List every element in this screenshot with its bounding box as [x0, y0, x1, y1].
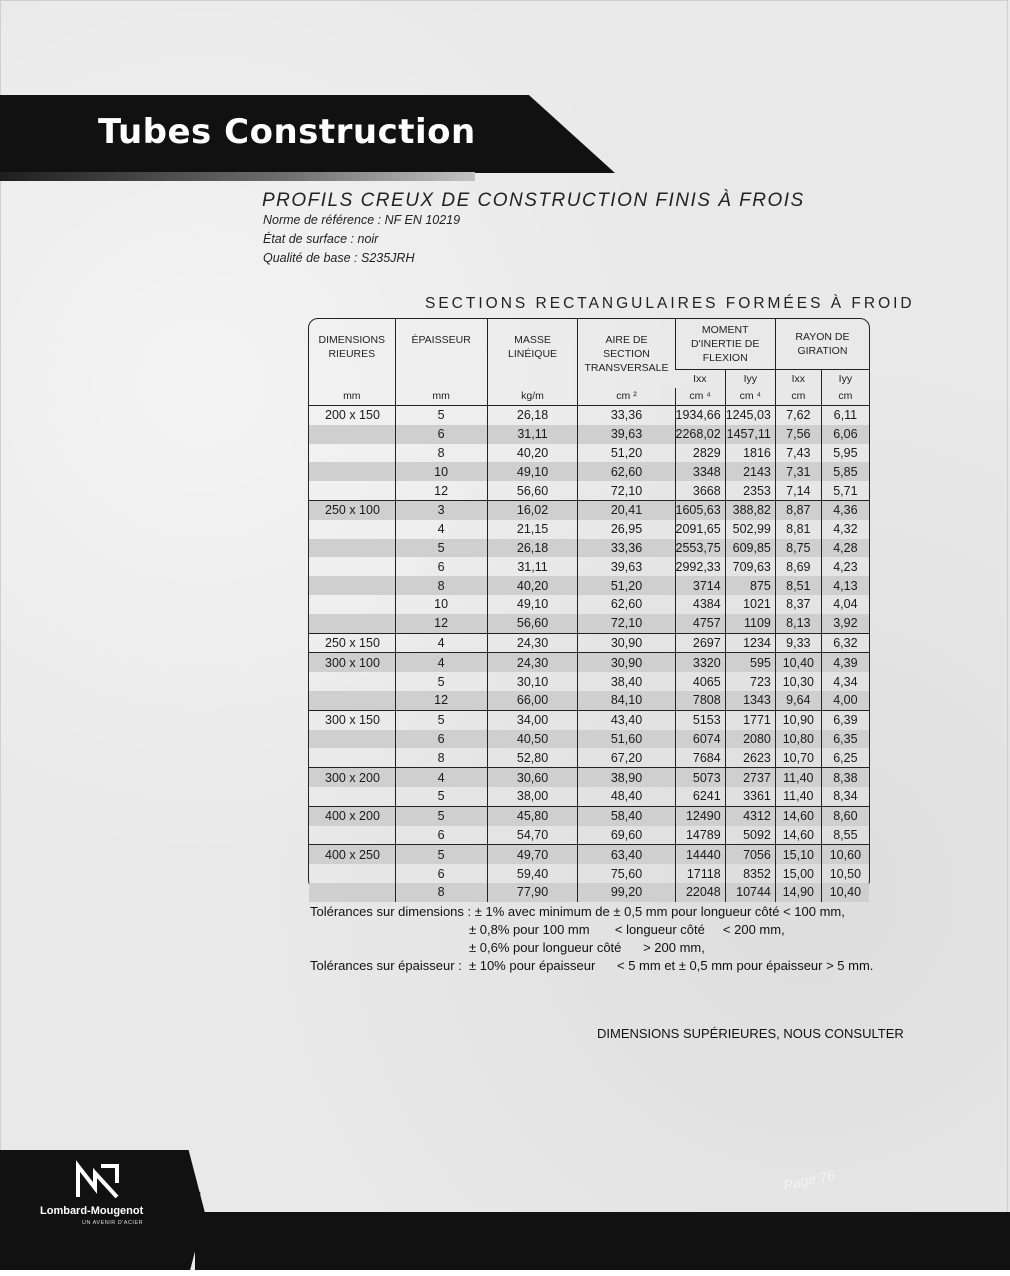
cell: 300 x 200: [309, 768, 395, 787]
cell: [309, 748, 395, 767]
cell: 5: [395, 539, 487, 558]
cell: 62,60: [578, 595, 675, 614]
cell: [309, 864, 395, 883]
table-row: [309, 748, 869, 767]
cell: 5092: [725, 826, 775, 845]
section-subtitle: PROFILS CREUX DE CONSTRUCTION FINIS À FROIS: [262, 190, 805, 211]
cell: [309, 539, 395, 558]
cell: 40,50: [487, 730, 578, 749]
page-number: 76: [176, 1186, 201, 1211]
header-iyy-moment: Iyy: [725, 370, 775, 388]
cell: 3,92: [821, 614, 869, 633]
table-row: [309, 425, 869, 444]
cell: 8,13: [775, 614, 821, 633]
table-row: [309, 481, 869, 500]
cell: 8,34: [821, 787, 869, 806]
cell: 14,60: [775, 806, 821, 825]
table-row: [309, 539, 869, 558]
cell: 10,50: [821, 864, 869, 883]
cell: 6074: [675, 730, 725, 749]
cell: 6: [395, 864, 487, 883]
cell: 11,40: [775, 787, 821, 806]
cell: [309, 826, 395, 845]
cell: 5: [395, 672, 487, 691]
page-title: Tubes Construction: [98, 112, 476, 152]
cell: 300 x 100: [309, 653, 395, 672]
cell: 4384: [675, 595, 725, 614]
brand-tagline: UN AVENIR D'ACIER: [82, 1220, 144, 1226]
cell: 8,55: [821, 826, 869, 845]
sections-table: [308, 318, 870, 900]
cell: 8: [395, 883, 487, 902]
cell: 6241: [675, 787, 725, 806]
cell: [309, 595, 395, 614]
table-row: [309, 730, 869, 749]
cell: 8352: [725, 864, 775, 883]
cell: 26,18: [487, 539, 578, 558]
cell: 502,99: [725, 520, 775, 539]
cell: 2829: [675, 444, 725, 463]
unit-iyy-rayon: cm: [821, 388, 869, 406]
cell: [309, 883, 395, 902]
cell: 6: [395, 557, 487, 576]
table-row: [309, 826, 869, 845]
cell: 56,60: [487, 614, 578, 633]
cell: 5: [395, 806, 487, 825]
tolerance-line-3: ± 0,6% pour longueur côté > 200 mm,: [469, 940, 705, 955]
cell: 20,41: [578, 500, 675, 519]
cell: 38,40: [578, 672, 675, 691]
cell: 22048: [675, 883, 725, 902]
cell: [309, 425, 395, 444]
cell: 26,18: [487, 406, 578, 425]
table-row: [309, 653, 869, 672]
cell: 1605,63: [675, 500, 725, 519]
cell: 12: [395, 614, 487, 633]
cell: 4,04: [821, 595, 869, 614]
cell: 388,82: [725, 500, 775, 519]
table-row: [309, 883, 869, 902]
cell: 250 x 150: [309, 633, 395, 653]
cell: 8: [395, 748, 487, 767]
cell: 4,13: [821, 576, 869, 595]
cell: 15,10: [775, 845, 821, 864]
cell: 12: [395, 691, 487, 710]
cell: 33,36: [578, 406, 675, 425]
table-row: [309, 672, 869, 691]
cell: 51,20: [578, 444, 675, 463]
cell: 6: [395, 425, 487, 444]
cell: 30,90: [578, 633, 675, 653]
cell: 66,00: [487, 691, 578, 710]
cell: 5: [395, 845, 487, 864]
cell: 1343: [725, 691, 775, 710]
cell: 58,40: [578, 806, 675, 825]
cell: 34,00: [487, 710, 578, 729]
meta-qualite: Qualité de base : S235JRH: [263, 251, 415, 265]
cell: 49,70: [487, 845, 578, 864]
cell: 4,28: [821, 539, 869, 558]
cell: 63,40: [578, 845, 675, 864]
brand-name: Lombard-Mougenot: [40, 1205, 144, 1217]
cell: 7,56: [775, 425, 821, 444]
cell: 49,10: [487, 595, 578, 614]
cell: [309, 787, 395, 806]
cell: 5,85: [821, 462, 869, 481]
cell: 10,60: [821, 845, 869, 864]
cell: 77,90: [487, 883, 578, 902]
cell: 8,75: [775, 539, 821, 558]
cell: 14440: [675, 845, 725, 864]
cell: 4,00: [821, 691, 869, 710]
tolerance-line-2: ± 0,8% pour 100 mm < longueur côté < 200 mm,: [469, 922, 785, 937]
cell: 10,90: [775, 710, 821, 729]
table-row: [309, 614, 869, 633]
cell: [309, 481, 395, 500]
cell: 8,60: [821, 806, 869, 825]
cell: 7684: [675, 748, 725, 767]
cell: 3: [395, 500, 487, 519]
cell: 4,39: [821, 653, 869, 672]
cell: 45,80: [487, 806, 578, 825]
cell: 38,90: [578, 768, 675, 787]
unit-epaisseur: mm: [395, 388, 487, 406]
cell: 2080: [725, 730, 775, 749]
table-row: [309, 845, 869, 864]
cell: 49,10: [487, 462, 578, 481]
cell: 4,36: [821, 500, 869, 519]
cell: 11,40: [775, 768, 821, 787]
cell: 4,34: [821, 672, 869, 691]
cell: 9,33: [775, 633, 821, 653]
header-dimensions: DIMENSIONS RIEURES: [318, 334, 386, 360]
cell: 5: [395, 710, 487, 729]
cell: 6,39: [821, 710, 869, 729]
cell: 6: [395, 730, 487, 749]
cell: 10,40: [775, 653, 821, 672]
cell: 17118: [675, 864, 725, 883]
header-aire: AIRE DE SECTION TRANSVERSALE: [578, 319, 675, 388]
cell: 609,85: [725, 539, 775, 558]
unit-ixx-rayon: cm: [775, 388, 821, 406]
cell: 21,15: [487, 520, 578, 539]
cell: 10,40: [821, 883, 869, 902]
unit-dimensions: mm: [343, 390, 361, 403]
cell: 709,63: [725, 557, 775, 576]
unit-masse: kg/m: [487, 388, 578, 406]
cell: 24,30: [487, 653, 578, 672]
header-masse: MASSE LINÉIQUE: [487, 319, 578, 388]
table-row: [309, 633, 869, 653]
cell: 31,11: [487, 557, 578, 576]
table-row: [309, 500, 869, 519]
cell: 4,23: [821, 557, 869, 576]
cell: 8,87: [775, 500, 821, 519]
cell: 3320: [675, 653, 725, 672]
cell: 723: [725, 672, 775, 691]
cell: 8,51: [775, 576, 821, 595]
cell: [309, 672, 395, 691]
header-rayon: RAYON DE GIRATION: [775, 319, 869, 370]
cell: 3714: [675, 576, 725, 595]
cell: 5,95: [821, 444, 869, 463]
table-row: [309, 768, 869, 787]
cell: [309, 444, 395, 463]
table-body: [309, 406, 869, 902]
cell: 8,69: [775, 557, 821, 576]
cell: 2623: [725, 748, 775, 767]
cell: 1457,11: [725, 425, 775, 444]
cell: 39,63: [578, 557, 675, 576]
header-ixx-moment: Ixx: [675, 370, 725, 388]
cell: 1234: [725, 633, 775, 653]
cell: 3668: [675, 481, 725, 500]
cell: 2553,75: [675, 539, 725, 558]
cell: 2268,02: [675, 425, 725, 444]
unit-aire: cm ²: [578, 388, 675, 406]
header-ixx-rayon: Ixx: [775, 370, 821, 388]
cell: 5: [395, 406, 487, 425]
table-title: SECTIONS RECTANGULAIRES FORMÉES À FROID: [425, 295, 915, 312]
cell: 38,00: [487, 787, 578, 806]
brand-logo-icon: [75, 1163, 121, 1199]
cell: 39,63: [578, 425, 675, 444]
cell: 1109: [725, 614, 775, 633]
cell: 10: [395, 595, 487, 614]
cell: 8: [395, 576, 487, 595]
meta-surface: État de surface : noir: [263, 232, 379, 246]
cell: 43,40: [578, 710, 675, 729]
cell: 4: [395, 653, 487, 672]
cell: 2091,65: [675, 520, 725, 539]
cell: 6,32: [821, 633, 869, 653]
cell: 72,10: [578, 481, 675, 500]
table-row: [309, 557, 869, 576]
header-moment: MOMENT D'INERTIE DE FLEXION: [675, 319, 775, 370]
cell: 10,80: [775, 730, 821, 749]
cell: 14,90: [775, 883, 821, 902]
table-row: [309, 406, 869, 425]
cell: 7056: [725, 845, 775, 864]
cell: 52,80: [487, 748, 578, 767]
cell: [309, 557, 395, 576]
cell: 16,02: [487, 500, 578, 519]
cell: 875: [725, 576, 775, 595]
cell: 5153: [675, 710, 725, 729]
cell: 84,10: [578, 691, 675, 710]
cell: 9,64: [775, 691, 821, 710]
cell: 400 x 250: [309, 845, 395, 864]
cell: 14,60: [775, 826, 821, 845]
cell: 4065: [675, 672, 725, 691]
cell: 75,60: [578, 864, 675, 883]
cell: 6,11: [821, 406, 869, 425]
page-watermark: Page 76: [781, 1166, 837, 1194]
cell: [309, 576, 395, 595]
header-epaisseur: ÉPAISSEUR: [395, 319, 487, 388]
meta-norme: Norme de référence : NF EN 10219: [263, 213, 461, 227]
cell: 400 x 200: [309, 806, 395, 825]
cell: 5073: [675, 768, 725, 787]
cell: 10,70: [775, 748, 821, 767]
cell: 8,38: [821, 768, 869, 787]
cell: 2697: [675, 633, 725, 653]
table-row: [309, 806, 869, 825]
cell: 6,25: [821, 748, 869, 767]
cell: 7,31: [775, 462, 821, 481]
cell: 200 x 150: [309, 406, 395, 425]
table-row: [309, 520, 869, 539]
cell: 8: [395, 444, 487, 463]
table-row: [309, 864, 869, 883]
cell: 1021: [725, 595, 775, 614]
cell: 5,71: [821, 481, 869, 500]
cell: 1245,03: [725, 406, 775, 425]
table-row: [309, 787, 869, 806]
cell: [309, 520, 395, 539]
cell: 72,10: [578, 614, 675, 633]
cell: 10: [395, 462, 487, 481]
cell: 7,62: [775, 406, 821, 425]
cell: 59,40: [487, 864, 578, 883]
cell: 26,95: [578, 520, 675, 539]
cell: 3361: [725, 787, 775, 806]
cell: [309, 614, 395, 633]
table-row: [309, 710, 869, 729]
cell: 30,90: [578, 653, 675, 672]
cell: 30,10: [487, 672, 578, 691]
table-row: [309, 595, 869, 614]
consult-note: DIMENSIONS SUPÉRIEURES, NOUS CONSULTER: [597, 1026, 904, 1041]
cell: 1816: [725, 444, 775, 463]
cell: 2992,33: [675, 557, 725, 576]
cell: 15,00: [775, 864, 821, 883]
cell: 7808: [675, 691, 725, 710]
cell: 10744: [725, 883, 775, 902]
cell: 300 x 150: [309, 710, 395, 729]
table-row: [309, 691, 869, 710]
cell: 4312: [725, 806, 775, 825]
cell: 12: [395, 481, 487, 500]
unit-iyy-moment: cm ⁴: [725, 388, 775, 406]
cell: 2737: [725, 768, 775, 787]
cell: [309, 462, 395, 481]
cell: 2143: [725, 462, 775, 481]
header-iyy-rayon: Iyy: [821, 370, 869, 388]
cell: 1771: [725, 710, 775, 729]
data-table: [309, 319, 869, 902]
cell: 10,30: [775, 672, 821, 691]
cell: 595: [725, 653, 775, 672]
cell: [309, 730, 395, 749]
cell: 4,32: [821, 520, 869, 539]
cell: 8,37: [775, 595, 821, 614]
cell: 7,43: [775, 444, 821, 463]
table-row: [309, 444, 869, 463]
cell: 250 x 100: [309, 500, 395, 519]
cell: 5: [395, 787, 487, 806]
cell: 40,20: [487, 576, 578, 595]
cell: 4757: [675, 614, 725, 633]
cell: 14789: [675, 826, 725, 845]
cell: 4: [395, 520, 487, 539]
tolerance-line-1: Tolérances sur dimensions : ± 1% avec minimum de ± 0,5 mm pour longueur côté < 100 mm,: [310, 904, 845, 919]
cell: 56,60: [487, 481, 578, 500]
cell: 8,81: [775, 520, 821, 539]
cell: 51,60: [578, 730, 675, 749]
cell: 6,35: [821, 730, 869, 749]
table-row: [309, 462, 869, 481]
header-underline: [0, 172, 475, 181]
cell: 24,30: [487, 633, 578, 653]
unit-ixx-moment: cm ⁴: [675, 388, 725, 406]
cell: 99,20: [578, 883, 675, 902]
cell: 6: [395, 826, 487, 845]
cell: 33,36: [578, 539, 675, 558]
tolerance-line-4: Tolérances sur épaisseur : ± 10% pour épaisseur < 5 mm et ± 0,5 mm pour épaisseur > 5 mm.: [310, 958, 874, 973]
cell: 62,60: [578, 462, 675, 481]
cell: [309, 691, 395, 710]
cell: 12490: [675, 806, 725, 825]
cell: 2353: [725, 481, 775, 500]
cell: 31,11: [487, 425, 578, 444]
cell: 3348: [675, 462, 725, 481]
cell: 6,06: [821, 425, 869, 444]
footer-stripe: [0, 1270, 1010, 1276]
cell: 69,60: [578, 826, 675, 845]
cell: 7,14: [775, 481, 821, 500]
footer-strip: [195, 1212, 1010, 1276]
cell: 54,70: [487, 826, 578, 845]
cell: 4: [395, 633, 487, 653]
cell: 1934,66: [675, 406, 725, 425]
cell: 67,20: [578, 748, 675, 767]
cell: 4: [395, 768, 487, 787]
cell: 40,20: [487, 444, 578, 463]
table-row: [309, 576, 869, 595]
cell: 48,40: [578, 787, 675, 806]
cell: 51,20: [578, 576, 675, 595]
cell: 30,60: [487, 768, 578, 787]
